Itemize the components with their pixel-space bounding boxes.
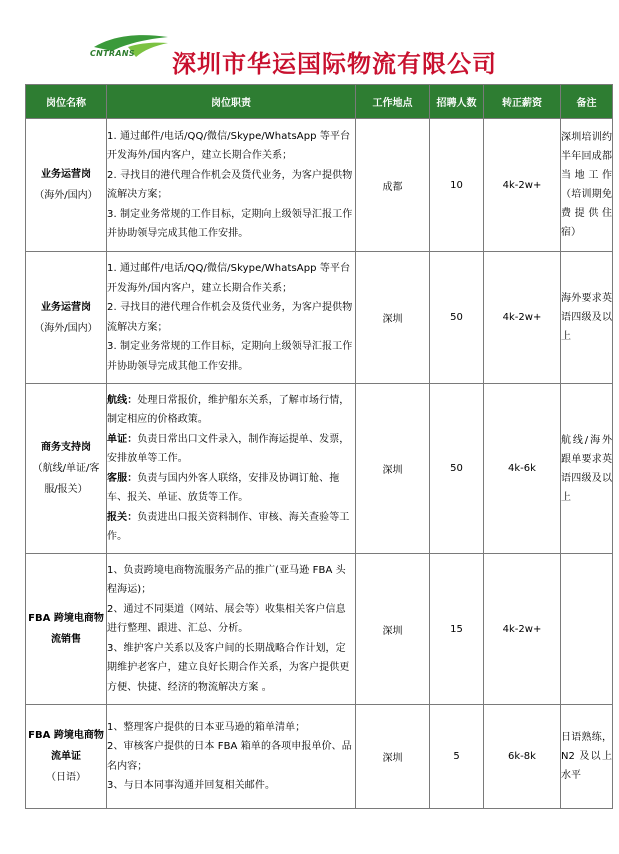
salary-cell: 4k-2w+ (484, 119, 561, 252)
job-title-sub: （日语） (46, 772, 86, 783)
duty-line (107, 430, 355, 469)
logo-text: CNTRANS (90, 49, 135, 58)
job-title-cell (26, 119, 107, 252)
location-cell: 深圳 (356, 705, 430, 809)
table-row (26, 705, 613, 809)
company-name: 深圳市华运国际物流有限公司 (172, 49, 497, 78)
job-title-sub: （海外/国内） (34, 190, 98, 201)
duty-text: 处理日常报价，维护船东关系，了解市场行情，制定相应的价格政策。 (107, 394, 350, 425)
table-row (26, 119, 613, 252)
company-logo (88, 33, 170, 75)
duty-label: 单证： (107, 433, 138, 445)
note-cell (561, 554, 613, 705)
column-header: 招聘人数 (430, 85, 484, 119)
duty-line: 1. 通过邮件/电话/QQ/微信/Skype/WhatsApp 等平台开发海外/国内客户，建立长期合作关系； (107, 263, 351, 294)
duty-text: 负责与国内外客人联络，安排及协调订舱、拖车、报关、单证、放货等工作。 (107, 472, 340, 503)
location-cell: 深圳 (356, 252, 430, 384)
page-header (0, 0, 619, 84)
location-cell: 深圳 (356, 384, 430, 554)
duty-label: 报关： (107, 511, 138, 523)
job-title: FBA 跨境电商物流销售 (28, 613, 104, 645)
note-cell: 深圳培训约半年回成都当地工作（培训期免费提供住宿） (561, 119, 613, 252)
duty-line: 2、审核客户提供的日本 FBA 箱单的各项申报单价、品名内容； (107, 741, 352, 772)
table-header-row (26, 85, 613, 119)
salary-cell: 4k-2w+ (484, 554, 561, 705)
duty-line: 1、负责跨境电商物流服务产品的推广(亚马逊 FBA 头程海运)； (107, 564, 346, 596)
job-title-cell (26, 705, 107, 809)
job-table (25, 84, 613, 809)
duty-line: 2. 寻找目的港代理合作机会及货代业务，为客户提供物流解决方案； (107, 302, 353, 333)
note-cell: 海外要求英语四级及以上 (561, 252, 613, 384)
duty-text: 负责进出口报关资料制作、审核、海关查验等工作。 (107, 511, 350, 542)
duty-line: 2、通过不同渠道（网站、展会等）收集相关客户信息进行整理、跟进、汇总、分析。 (107, 603, 346, 635)
duty-line (107, 391, 355, 430)
count-cell: 5 (430, 705, 484, 809)
job-title-cell (26, 252, 107, 384)
job-duties-cell (107, 705, 356, 809)
count-cell: 50 (430, 252, 484, 384)
location-cell: 深圳 (356, 554, 430, 705)
note-cell: 航线/海外跟单要求英语四级及以上 (561, 384, 613, 554)
duty-line: 2. 寻找目的港代理合作机会及货代业务，为客户提供物流解决方案； (107, 169, 353, 200)
column-header: 转正薪资 (484, 85, 561, 119)
duty-line (107, 508, 355, 547)
column-header: 备注 (561, 85, 613, 119)
job-title: 商务支持岗 (41, 442, 91, 453)
salary-cell: 4k-6k (484, 384, 561, 554)
column-header: 工作地点 (356, 85, 430, 119)
job-title: FBA 跨境电商物流单证 (28, 730, 104, 762)
table-row (26, 384, 613, 554)
count-cell: 10 (430, 119, 484, 252)
job-title: 业务运营岗 (41, 301, 91, 313)
duty-text: 负责日常出口文件录入，制作海运提单、发票，安排放单等工作。 (107, 433, 350, 464)
job-title-cell (26, 384, 107, 554)
job-duties-cell (107, 119, 356, 252)
column-header: 岗位名称 (26, 85, 107, 119)
duty-label: 航线： (107, 394, 138, 406)
job-duties-cell (107, 384, 356, 554)
job-title-sub: （海外/国内） (34, 322, 98, 334)
count-cell: 50 (430, 384, 484, 554)
column-header: 岗位职责 (107, 85, 356, 119)
salary-cell: 4k-2w+ (484, 252, 561, 384)
duty-line: 3. 制定业务常规的工作目标，定期向上级领导汇报工作并协助领导完成其他工作安排。 (107, 341, 353, 372)
table-row (26, 554, 613, 705)
salary-cell: 6k-8k (484, 705, 561, 809)
duty-line: 1、整理客户提供的日本亚马逊的箱单清单； (107, 721, 306, 733)
duty-line (107, 469, 355, 508)
note-cell: 日语熟练，N2 及以上水平 (561, 705, 613, 809)
job-title-sub: （航线/单证/客服/报关） (32, 463, 100, 495)
job-duties-cell (107, 252, 356, 384)
job-title: 业务运营岗 (41, 169, 91, 180)
count-cell: 15 (430, 554, 484, 705)
duty-line: 1. 通过邮件/电话/QQ/微信/Skype/WhatsApp 等平台开发海外/国内客户，建立长期合作关系； (107, 130, 351, 161)
job-title-cell (26, 554, 107, 705)
duty-line: 3、与日本同事沟通并回复相关邮件。 (107, 780, 276, 791)
duty-line: 3. 制定业务常规的工作目标，定期向上级领导汇报工作并协助领导完成其他工作安排。 (107, 208, 353, 239)
duty-label: 客服： (107, 472, 138, 484)
job-duties-cell (107, 554, 356, 705)
duty-line: 3、维护客户关系以及客户间的长期战略合作计划，定期维护老客户，建立良好长期合作关系，为客户提供更方便、快捷、经济的物流解决方案 。 (107, 642, 350, 693)
table-row (26, 252, 613, 384)
location-cell: 成都 (356, 119, 430, 252)
